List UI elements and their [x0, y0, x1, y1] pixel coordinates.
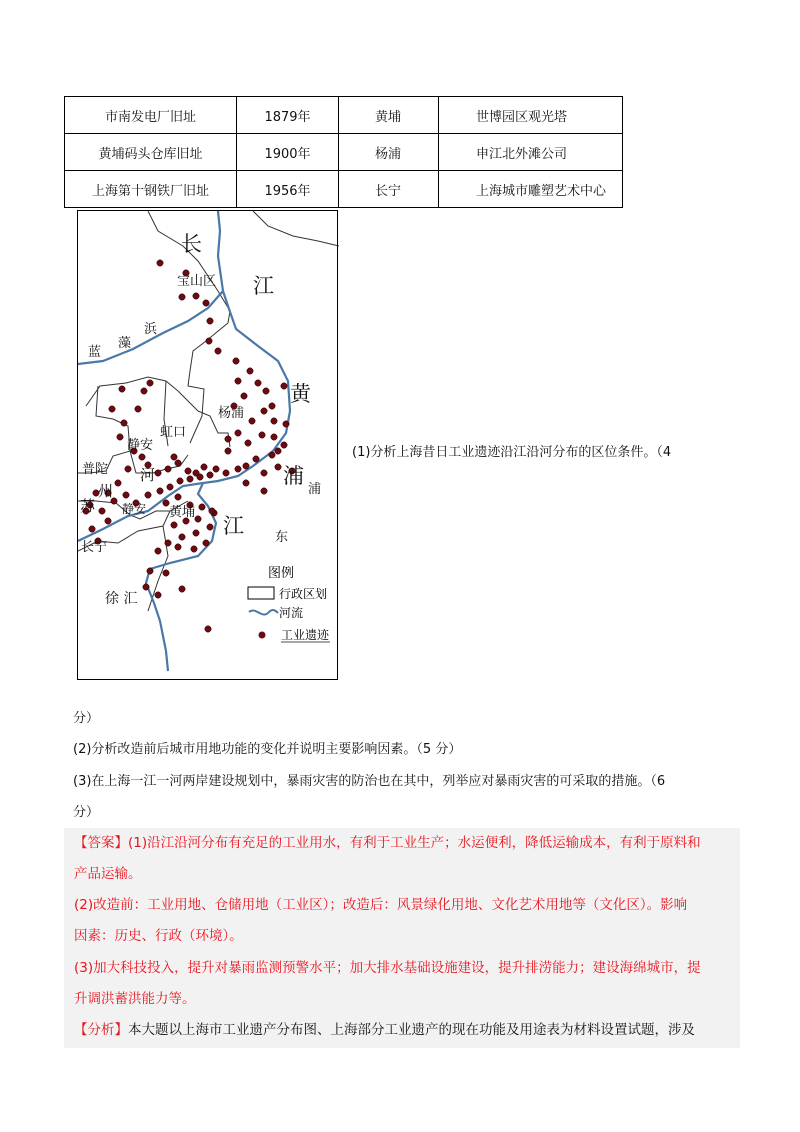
industrial-site-marker [235, 430, 241, 436]
industrial-site-marker [171, 522, 177, 528]
industrial-site-marker [215, 348, 221, 354]
question-1-line-2: 分） [73, 711, 100, 726]
industrial-site-marker [145, 492, 151, 498]
industrial-site-marker [263, 388, 269, 394]
industrial-site-marker [275, 448, 281, 454]
industrial-site-marker [141, 388, 147, 394]
table-row [65, 97, 623, 134]
changjiang-label-2: 江 [253, 274, 274, 298]
industrial-site-marker [245, 440, 251, 446]
industrial-site-marker [157, 488, 163, 494]
yangtze-edge [218, 211, 223, 291]
industrial-site-marker [261, 488, 267, 494]
industrial-site-marker [206, 338, 212, 344]
lanzao-label-2: 藻 [118, 336, 132, 351]
answer-tag: 【答案】 [74, 835, 128, 851]
industrial-site-marker [167, 484, 173, 490]
legend-admin-swatch [248, 587, 274, 599]
industrial-site-marker [115, 480, 121, 486]
jingan-top-label: 静安 [127, 438, 154, 453]
industrial-site-marker [201, 464, 207, 470]
industrial-site-marker [165, 466, 171, 472]
industrial-site-marker [143, 584, 149, 590]
industrial-site-marker [139, 454, 145, 460]
table-row [65, 134, 623, 171]
industrial-site-marker [193, 530, 199, 536]
table-cell-year: 1956年 [237, 171, 339, 208]
industrial-site-marker [249, 418, 255, 424]
industrial-site-marker [255, 380, 261, 386]
suzhou-label-1: 苏 [80, 497, 96, 515]
industrial-site-marker [197, 474, 203, 480]
industrial-site-marker [213, 466, 219, 472]
legend-site-label: 工业遗迹 [281, 628, 330, 642]
table-cell-site: 市南发电厂旧址 [65, 97, 237, 134]
table-cell-current-use: 世博园区观光塔 [439, 97, 623, 134]
industrial-site-marker [99, 508, 105, 514]
industrial-site-marker [275, 464, 281, 470]
industrial-site-marker [147, 568, 153, 574]
baoshan-label: 宝山区 [177, 274, 217, 289]
industrial-site-marker [241, 393, 247, 399]
industrial-site-marker [209, 508, 215, 514]
industrial-site-marker [179, 534, 185, 540]
huangpu-river-label-2: 浦 [283, 464, 304, 488]
map-legend [248, 566, 330, 642]
industrial-site-marker [207, 472, 213, 478]
industrial-site-marker [175, 494, 181, 500]
question-2: (2)分析改造前后城市用地功能的变化并说明主要影响因素。（5 分） [73, 742, 462, 757]
industrial-site-marker [269, 452, 275, 458]
industrial-site-marker [203, 300, 209, 306]
industrial-site-marker [147, 380, 153, 386]
industrial-site-marker [281, 383, 287, 389]
industrial-site-marker [283, 421, 289, 427]
industrial-site-marker [125, 466, 131, 472]
industrial-site-marker [207, 524, 213, 530]
industrial-site-marker [195, 516, 201, 522]
industrial-site-marker [203, 540, 209, 546]
legend-title: 图例 [268, 566, 295, 581]
industrial-site-marker [235, 378, 241, 384]
huangpu-district-label: 黄埔 [169, 505, 196, 520]
legend-river-label: 河流 [279, 606, 304, 620]
lanzao-label-3: 浜 [144, 322, 158, 337]
industrial-site-marker [135, 406, 141, 412]
answer-2-line-1: (2)改造前：工业用地、仓储用地（工业区）；改造后：风景绿化用地、文化艺术用地等（文化区）。影响 [74, 897, 688, 913]
industrial-site-marker [243, 463, 249, 469]
answer-3-line-2: 升调洪蓄洪能力等。 [74, 991, 196, 1007]
admin-boundaries [78, 211, 339, 611]
industrial-site-marker [123, 492, 129, 498]
changjiang-label-1: 长 [181, 232, 202, 256]
table-cell-site: 黄埔码头仓库旧址 [65, 134, 237, 171]
industrial-site-marker [233, 358, 239, 364]
industrial-site-marker [281, 442, 287, 448]
industrial-site-marker [175, 544, 181, 550]
industrial-site-marker [271, 418, 277, 424]
industrial-site-marker [187, 476, 193, 482]
industrial-site-marker [225, 448, 231, 454]
industrial-site-marker [205, 626, 211, 632]
suzhou-label-2: 州 [98, 482, 114, 500]
industrial-site-marker [121, 420, 127, 426]
industrial-site-marker [185, 468, 191, 474]
legend-site-swatch [259, 632, 266, 639]
industrial-site-marker [157, 260, 163, 266]
industrial-site-marker [105, 518, 111, 524]
table-cell-site: 上海第十钢铁厂旧址 [65, 171, 237, 208]
legend-river-swatch [249, 610, 278, 615]
table-cell-year: 1900年 [237, 134, 339, 171]
industrial-heritage-table [64, 96, 623, 208]
table-cell-district: 杨浦 [339, 134, 439, 171]
yangpu-label: 杨浦 [218, 406, 245, 421]
answer-3-line-1: (3)加大科技投入，提升对暴雨监测预警水平；加大排水基础设施建设，提升排涝能力；建设海绵城市，提 [74, 960, 701, 976]
industrial-site-marker [271, 434, 277, 440]
huangpu-river-label-3: 江 [223, 514, 244, 538]
industrial-site-marker [253, 456, 259, 462]
industrial-site-marker [117, 434, 123, 440]
industrial-site-marker [179, 586, 185, 592]
table-cell-year: 1879年 [237, 97, 339, 134]
jingan-bottom-label: 静安 [122, 502, 147, 516]
map-svg [78, 211, 339, 681]
answer-1-line-1 [74, 833, 701, 853]
suzhou-label-3: 河 [140, 466, 156, 484]
huangpu-river-label-1: 黄 [290, 382, 311, 406]
industrial-site-marker [261, 470, 267, 476]
industrial-site-marker [193, 293, 199, 299]
xuhui-label: 徐 汇 [105, 591, 138, 607]
industrial-site-marker [235, 466, 241, 472]
question-3-line-2: 分） [73, 805, 100, 820]
table-cell-district: 黄埔 [339, 97, 439, 134]
industrial-site-marker [171, 454, 177, 460]
answer-2-line-2: 因素：历史、行政（环境）。 [74, 928, 243, 944]
legend-admin-label: 行政区划 [279, 587, 328, 601]
industrial-site-marker [109, 406, 115, 412]
industrial-site-marker [175, 460, 181, 466]
lanzao-label-1: 蓝 [88, 345, 102, 360]
table-cell-current-use: 申江北外滩公司 [439, 134, 623, 171]
industrial-site-marker [207, 318, 213, 324]
industrial-site-marker [191, 546, 197, 552]
industrial-site-marker [259, 432, 265, 438]
industrial-site-marker [155, 592, 161, 598]
industrial-site-marker [247, 368, 253, 374]
industrial-site-marker [225, 436, 231, 442]
industrial-site-marker [199, 504, 205, 510]
industrial-site-marker [89, 526, 95, 532]
question-3-line-1: (3)在上海一江一河两岸建设规划中，暴雨灾害的防治也在其中，列举应对暴雨灾害的可采取的措施。（6 [73, 774, 666, 789]
pudong-label-1: 浦 [308, 482, 322, 497]
industrial-site-marker [269, 403, 275, 409]
industrial-site-marker [243, 480, 249, 486]
hongkou-label: 虹口 [160, 425, 187, 440]
pudong-label-2: 东 [275, 530, 289, 545]
table-cell-current-use: 上海城市雕塑艺术中心 [439, 171, 623, 208]
changning-label: 长宁 [81, 540, 108, 555]
shanghai-industrial-heritage-map [77, 210, 338, 680]
industrial-site-marker [223, 470, 229, 476]
answer-1-text: (1)沿江沿河分布有充足的工业用水，有利于工业生产；水运便利，降低运输成本，有利于原料和 [128, 835, 701, 851]
putuo-label: 普陀 [82, 462, 109, 477]
industrial-site-marker [179, 294, 185, 300]
industrial-site-marker [155, 548, 161, 554]
industrial-site-dots [83, 260, 295, 632]
industrial-site-marker [163, 570, 169, 576]
industrial-site-marker [261, 408, 267, 414]
analysis-tag: 【分析】 [74, 1022, 128, 1038]
industrial-site-marker [119, 386, 125, 392]
question-1-line-1: (1)分析上海昔日工业遗迹沿江沿河分布的区位条件。（4 [352, 445, 672, 460]
industrial-site-marker [165, 540, 171, 546]
analysis-text: 本大题以上海市工业遗产分布图、上海部分工业遗产的现在功能及用途表为材料设置试题，涉及 [128, 1022, 695, 1038]
answer-1-line-2: 产品运输。 [74, 866, 142, 882]
table-cell-district: 长宁 [339, 171, 439, 208]
industrial-site-marker [177, 478, 183, 484]
analysis-line [74, 1020, 695, 1040]
table-row [65, 171, 623, 208]
industrial-site-marker [155, 470, 161, 476]
